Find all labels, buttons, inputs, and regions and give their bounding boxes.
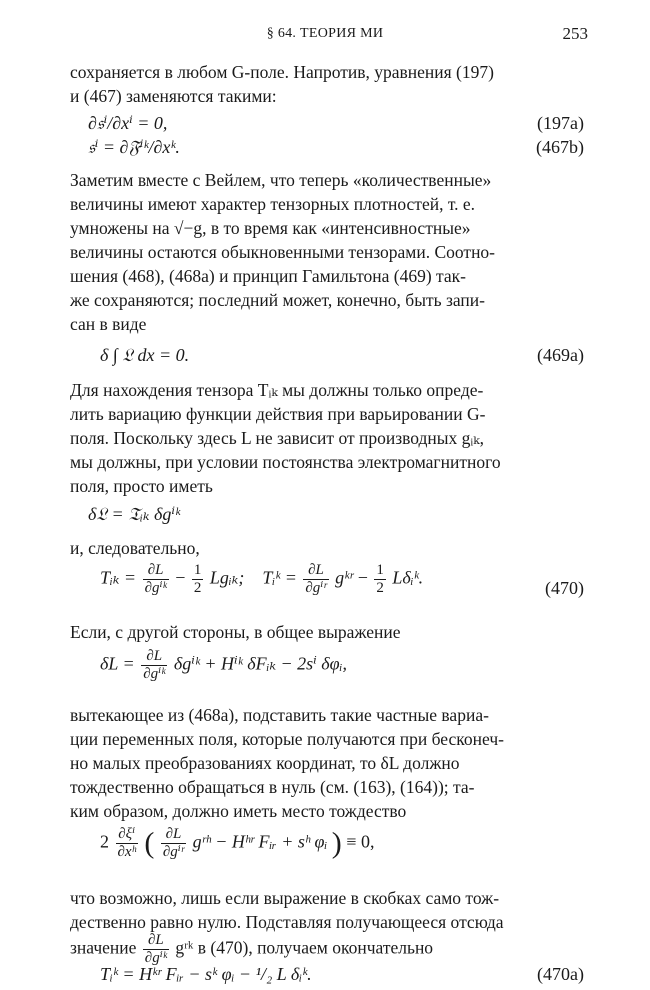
text-line: ции переменных поля, которые получаются при бесконеч- bbox=[70, 729, 504, 749]
text-line: ким образом, должно иметь место тождество bbox=[70, 801, 407, 821]
text-line: Для нахождения тензора Tᵢₖ мы должны только опреде- bbox=[70, 380, 484, 400]
text-line: но малых преобразованиях координат, то δL должно bbox=[70, 753, 460, 773]
text-line: вытекающее из (468a), подставить такие частные вариа- bbox=[70, 705, 489, 725]
equation-number: (469a) bbox=[537, 345, 584, 365]
equation-467b: 𝔰ⁱ = ∂𝔉ⁱᵏ/∂xᵏ. bbox=[88, 137, 180, 157]
equation-variation-L: δL = $\frac{\partial L}{\text{∂gⁱᵏ}}$ δgⁱᵏ + Hⁱᵏ δFᵢₖ − 2sⁱ δφᵢ, bbox=[100, 648, 347, 682]
equation-number: (470a) bbox=[537, 964, 584, 984]
text-line: Если, с другой стороны, в общее выражение bbox=[70, 622, 401, 642]
equation-470: Tᵢₖ = $\frac{\partial L}{\text{∂gⁱᵏ}}$ − $\frac{1}{2}$ Lgᵢₖ; Tᵢᵏ = $\frac{\partial L}{\text{∂gⁱʳ}}$ gᵏʳ − $\frac{1}{2}$ Lδᵢᵏ. bbox=[100, 562, 424, 596]
text-line: тождественно обращаться в нуль (см. (163), (164)); та- bbox=[70, 777, 475, 797]
text-line: лить вариацию функции действия при варьировании G- bbox=[70, 404, 486, 424]
equation-470a: Tᵢᵏ = Hᵏʳ Fᵢᵣ − sᵏ φᵢ − ¹/₂ L δᵢᵏ. bbox=[100, 964, 312, 984]
text-line: поля. Поскольку здесь L не зависит от производных gᵢₖ, bbox=[70, 428, 485, 448]
text-line: мы должны, при условии постоянства электромагнитного bbox=[70, 452, 501, 472]
equation-identity: 2 $\frac{\text{∂ξⁱ}}{\text{∂xʰ}}$ ( $\frac{\partial L}{\text{∂gⁱʳ}}$ gʳʰ − Hʰʳ Fᵢᵣ + sʰ φᵢ ) ≡ 0, bbox=[100, 826, 375, 860]
equation-469a: δ ∫ 𝔏 dx = 0. bbox=[100, 345, 190, 365]
text-line: и (467) заменяются такими: bbox=[70, 86, 277, 106]
text-line: же сохраняются; последний может, конечно, быть запи- bbox=[70, 290, 485, 310]
equation-number: (467b) bbox=[536, 137, 584, 157]
equation-number: (470) bbox=[545, 578, 584, 598]
text-line: что возможно, лишь если выражение в скобках само тож- bbox=[70, 888, 500, 908]
text-line: величины имеют характер тензорных плотностей, т. е. bbox=[70, 194, 476, 214]
text-line: и, следовательно, bbox=[70, 538, 200, 558]
text-line: сохраняется в любом G-поле. Напротив, уравнения (197) bbox=[70, 62, 494, 82]
text-line: шения (468), (468a) и принцип Гамильтона (469) так- bbox=[70, 266, 467, 286]
text-line: умножены на √−g, в то время как «интенсивностные» bbox=[70, 218, 471, 238]
equation-number: (197a) bbox=[537, 113, 584, 133]
text-line: сан в виде bbox=[70, 314, 147, 334]
running-header: § 64. ТЕОРИЯ МИ bbox=[266, 26, 384, 41]
equation-197a: ∂𝔰ⁱ/∂xⁱ = 0, bbox=[88, 113, 168, 133]
text-line: величины остаются обыкновенными тензорами. Соотно- bbox=[70, 242, 496, 262]
equation-variation-lagrangian: δ𝔏 = 𝔗ᵢₖ δgⁱᵏ bbox=[88, 504, 181, 524]
text-line: поля, просто иметь bbox=[70, 476, 213, 496]
text-line-with-fraction: значение $\frac{\partial L}{\text{∂gⁱᵏ}}$ gʳᵏ в (470), получаем окончательно bbox=[70, 932, 434, 966]
text-line: дественно равно нулю. Подставляя получающееся отсюда bbox=[70, 912, 504, 932]
text-line: Заметим вместе с Вейлем, что теперь «количественные» bbox=[70, 170, 492, 190]
page-number: 253 bbox=[562, 24, 588, 43]
